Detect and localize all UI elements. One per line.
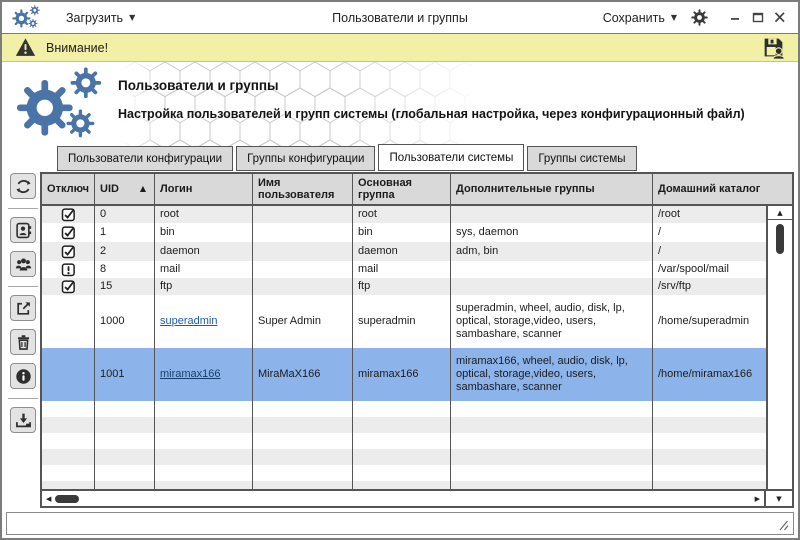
warning-triangle-icon	[14, 37, 37, 58]
users-group-icon	[15, 256, 32, 273]
cell-login	[155, 401, 253, 417]
cell-name	[253, 278, 353, 295]
cell-name	[253, 223, 353, 242]
vertical-scroll-thumb[interactable]	[776, 224, 784, 254]
cell-home: /home/miramax166	[658, 368, 753, 380]
cell-primary-group	[353, 481, 451, 489]
tab-3[interactable]: Группы системы	[527, 146, 636, 171]
column-label: UID	[100, 183, 119, 195]
close-button[interactable]	[772, 11, 788, 25]
page-title: Пользователи и группы	[118, 78, 279, 93]
checkbox-checked-icon[interactable]	[61, 279, 76, 294]
address-book-button[interactable]	[10, 217, 36, 243]
table-row[interactable]	[42, 433, 766, 449]
checkbox-checked-icon[interactable]	[61, 207, 76, 222]
checkbox-warning-icon[interactable]	[61, 262, 76, 277]
scroll-up-button[interactable]: ▲	[768, 206, 792, 220]
cell-home: /var/spool/mail	[658, 263, 729, 275]
cell-primary-group	[353, 465, 451, 481]
cell-name	[253, 242, 353, 261]
load-menu-label: Загрузить	[66, 10, 124, 25]
cell-home	[653, 481, 766, 489]
column-header-3[interactable]	[253, 174, 353, 204]
save-menu-button[interactable]	[603, 11, 677, 25]
address-book-icon	[15, 222, 32, 239]
horizontal-scroll-thumb[interactable]	[55, 495, 79, 503]
cell-login: root	[155, 206, 253, 223]
table-row[interactable]	[42, 295, 766, 348]
cell-name	[253, 449, 353, 465]
cell-disabled	[42, 417, 95, 433]
cell-login	[155, 465, 253, 481]
table-row[interactable]	[42, 449, 766, 465]
warning-bar	[2, 34, 798, 62]
cell-login	[155, 348, 253, 401]
save-menu-label: Сохранить	[602, 10, 665, 25]
cell-login: ftp	[155, 278, 253, 295]
table-row[interactable]	[42, 278, 766, 295]
cell-primary-group: root	[353, 206, 451, 223]
tab-bar	[57, 146, 798, 171]
cell-login	[155, 433, 253, 449]
cell-home: /home/superadmin	[658, 315, 750, 327]
column-header-6[interactable]	[653, 174, 792, 204]
cell-uid: 2	[95, 242, 155, 261]
sort-asc-icon: ▲	[139, 184, 146, 193]
cell-name	[253, 261, 353, 278]
cell-extra-groups	[451, 278, 653, 295]
checkbox-checked-icon[interactable]	[61, 244, 76, 259]
column-label: Отключ	[47, 183, 89, 195]
cell-primary-group	[353, 433, 451, 449]
table-row[interactable]	[42, 348, 766, 401]
table-row[interactable]	[42, 242, 766, 261]
cell-disabled	[42, 261, 95, 278]
import-icon	[15, 412, 32, 429]
cell-extra-groups: miramax166, wheel, audio, disk, lp, optical, storage,video, users, sambashare, scanner	[451, 348, 653, 401]
table-row[interactable]	[42, 206, 766, 223]
column-header-0[interactable]	[42, 174, 95, 204]
column-label: Основная группа	[358, 177, 412, 201]
cell-disabled	[42, 348, 95, 401]
main-area	[2, 172, 798, 508]
tab-2[interactable]: Пользователи системы	[378, 144, 524, 171]
cell-extra-groups	[451, 433, 653, 449]
cell-uid: 1001	[95, 348, 155, 401]
cell-primary-group	[353, 449, 451, 465]
table-row[interactable]	[42, 261, 766, 278]
cell-extra-groups: adm, bin	[451, 242, 653, 261]
cell-uid	[95, 465, 155, 481]
toolbar-group	[8, 173, 38, 209]
cell-disabled	[42, 449, 95, 465]
table-row[interactable]	[42, 465, 766, 481]
maximize-button[interactable]	[750, 11, 766, 25]
cell-disabled	[42, 295, 95, 348]
cell-home: /root	[658, 208, 681, 220]
cell-login: mail	[155, 261, 253, 278]
cell-uid: 1000	[95, 295, 155, 348]
settings-gear-icon[interactable]	[691, 9, 708, 26]
column-label: Домашний каталог	[658, 183, 761, 195]
cell-home: /	[658, 226, 662, 238]
close-icon	[773, 11, 787, 24]
chevron-down-icon: ▼	[129, 13, 136, 22]
cell-disabled	[42, 242, 95, 261]
cell-disabled	[42, 223, 95, 242]
scroll-down-button[interactable]: ▼	[776, 494, 782, 503]
cell-uid: 1	[95, 223, 155, 242]
chevron-down-icon: ▼	[670, 13, 677, 22]
cell-extra-groups: sys, daemon	[451, 223, 653, 242]
column-header-4[interactable]	[353, 174, 451, 204]
cell-primary-group: miramax166	[353, 348, 451, 401]
table-header	[42, 174, 792, 206]
cell-home	[653, 433, 766, 449]
cell-login: daemon	[155, 242, 253, 261]
cell-uid: 8	[95, 261, 155, 278]
cell-home	[653, 401, 766, 417]
cell-login	[155, 417, 253, 433]
cell-primary-group: mail	[353, 261, 451, 278]
users-table	[40, 172, 794, 508]
table-body	[42, 206, 766, 489]
horizontal-scrollbar[interactable]	[42, 491, 766, 506]
cell-name: MiraMaX166	[253, 348, 353, 401]
export-icon	[15, 300, 32, 317]
cell-extra-groups	[451, 401, 653, 417]
column-label: Логин	[160, 183, 193, 195]
hexagon-pattern	[120, 62, 472, 146]
title-bar	[2, 2, 798, 34]
cell-uid: 15	[95, 278, 155, 295]
cell-name	[253, 401, 353, 417]
login-link[interactable]: miramax166	[160, 368, 221, 380]
cell-uid: 0	[95, 206, 155, 223]
export-button[interactable]	[10, 295, 36, 321]
page-gears-icon	[16, 67, 108, 143]
trash-button[interactable]	[10, 329, 36, 355]
status-bar	[6, 512, 794, 535]
import-button[interactable]	[10, 407, 36, 433]
cell-disabled	[42, 278, 95, 295]
cell-uid	[95, 401, 155, 417]
column-label: Дополнительные группы	[456, 183, 595, 195]
cell-name	[253, 433, 353, 449]
tab-1[interactable]: Группы конфигурации	[236, 146, 375, 171]
table-row[interactable]	[42, 401, 766, 417]
scroll-right-button[interactable]: ▶	[754, 494, 760, 503]
table-row[interactable]	[42, 417, 766, 433]
cell-home	[653, 465, 766, 481]
cell-extra-groups	[451, 261, 653, 278]
cell-extra-groups	[451, 449, 653, 465]
cell-name	[253, 206, 353, 223]
side-toolbar	[6, 172, 40, 450]
column-header-2[interactable]	[155, 174, 253, 204]
vertical-scrollbar[interactable]	[766, 206, 792, 489]
cell-name: Super Admin	[253, 295, 353, 348]
toolbar-group	[8, 217, 38, 287]
cell-name	[253, 417, 353, 433]
cell-primary-group: ftp	[353, 278, 451, 295]
cell-uid	[95, 449, 155, 465]
cell-disabled	[42, 481, 95, 489]
cell-extra-groups	[451, 481, 653, 489]
cell-home: /srv/ftp	[658, 280, 692, 292]
cell-uid	[95, 417, 155, 433]
cell-home: /	[658, 245, 662, 257]
cell-login	[155, 295, 253, 348]
cell-primary-group: daemon	[353, 242, 451, 261]
cell-primary-group	[353, 401, 451, 417]
info-button[interactable]	[10, 363, 36, 389]
cell-extra-groups: superadmin, wheel, audio, disk, lp, optical, storage,video, users, sambashare, scanner	[451, 295, 653, 348]
minimize-icon	[729, 11, 743, 24]
column-header-1[interactable]	[95, 174, 155, 204]
window-title: Пользователи и группы	[332, 10, 468, 25]
page-subtitle: Настройка пользователей и групп системы (глобальная настройка, через конфигурационный файл)	[118, 107, 745, 121]
refresh-icon	[15, 178, 32, 195]
toolbar-group	[8, 295, 38, 399]
cell-uid	[95, 481, 155, 489]
cell-home	[653, 417, 766, 433]
cell-login	[155, 449, 253, 465]
maximize-icon	[751, 11, 765, 24]
cell-extra-groups	[451, 465, 653, 481]
minimize-button[interactable]	[728, 11, 744, 25]
save-users-icon[interactable]	[761, 35, 786, 60]
checkbox-checked-icon[interactable]	[61, 225, 76, 240]
table-row[interactable]	[42, 481, 766, 489]
cell-disabled	[42, 401, 95, 417]
cell-extra-groups	[451, 417, 653, 433]
toolbar-group	[8, 407, 38, 442]
refresh-button[interactable]	[10, 173, 36, 199]
cell-primary-group: bin	[353, 223, 451, 242]
cell-disabled	[42, 433, 95, 449]
column-header-5[interactable]	[451, 174, 653, 204]
users-group-button[interactable]	[10, 251, 36, 277]
cell-uid	[95, 433, 155, 449]
cell-extra-groups	[451, 206, 653, 223]
page-header	[2, 62, 798, 146]
tab-0[interactable]: Пользователи конфигурации	[57, 146, 233, 171]
cell-primary-group: superadmin	[353, 295, 451, 348]
cell-primary-group	[353, 417, 451, 433]
cell-home	[653, 449, 766, 465]
cell-name	[253, 465, 353, 481]
cell-login: bin	[155, 223, 253, 242]
app-gears-icon	[12, 5, 42, 30]
trash-icon	[15, 334, 32, 351]
warning-text: Внимание!	[46, 40, 109, 55]
load-menu-button[interactable]	[66, 11, 135, 25]
info-icon	[15, 368, 32, 385]
login-link[interactable]: superadmin	[160, 315, 218, 327]
scroll-left-button[interactable]: ◀	[46, 494, 52, 503]
cell-name	[253, 481, 353, 489]
table-row[interactable]	[42, 223, 766, 242]
cell-login	[155, 481, 253, 489]
cell-disabled	[42, 206, 95, 223]
resize-grip-icon[interactable]	[777, 519, 789, 531]
cell-disabled	[42, 465, 95, 481]
column-label: Имя пользователя	[258, 177, 335, 201]
